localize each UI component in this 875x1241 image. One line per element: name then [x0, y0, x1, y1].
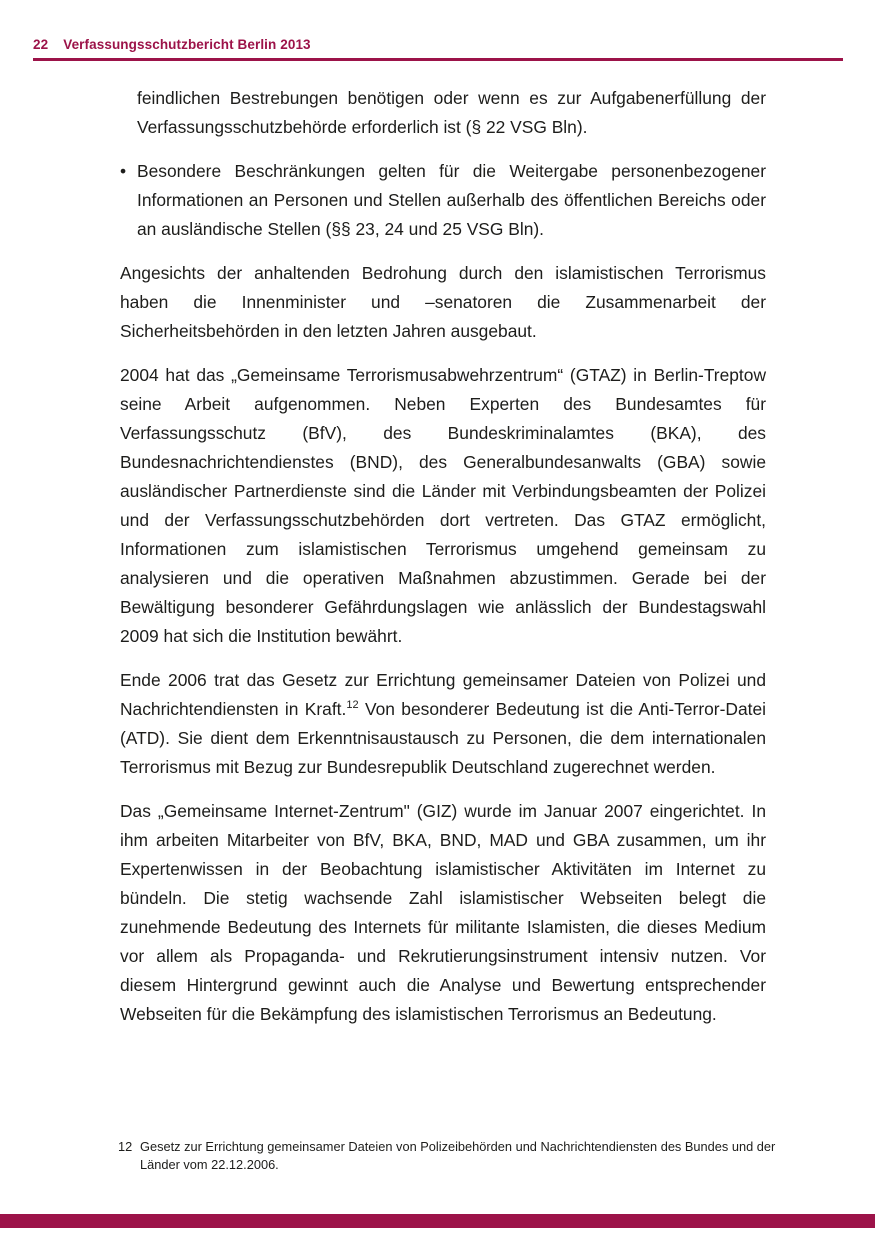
continuation-paragraph: feindlichen Bestrebungen benötigen oder wenn es zur Aufgabenerfüllung der Verfassungsschutzbehörde erforderlich ist (§ 22 VSG Bln).	[137, 88, 766, 137]
page-header	[33, 37, 843, 52]
bullet-text: Besondere Beschränkungen gelten für die Weitergabe personenbezogener Informationen an Personen und Stellen außerhalb des öffentlichen Bereichs oder an ausländische Stellen (§§ 23, 24 und 25 VSG Bln).	[137, 161, 766, 239]
body-text	[120, 84, 766, 1044]
footnote-text: Gesetz zur Errichtung gemeinsamer Dateien von Polizeibehörden und Nachrichtendiensten des Bundes und der Länder vom 22.12.2006.	[140, 1139, 776, 1172]
bullet-item	[120, 157, 766, 244]
footnote-ref-12: 12	[346, 699, 359, 712]
paragraph-atd-before-ref: Ende 2006 trat das Gesetz zur Errichtung gemeinsamer Dateien von Polizei und Nachrichtendiensten in Kraft.	[120, 670, 766, 719]
footnote	[118, 1138, 780, 1173]
paragraph-cooperation: Angesichts der anhaltenden Bedrohung durch den islamistischen Terrorismus haben die Innenminister und –senatoren die Zusammenarbeit der Sicherheitsbehörden in den letzten Jahren ausgebaut.	[120, 263, 766, 341]
footnote-number: 12	[118, 1139, 133, 1154]
report-title: Verfassungsschutzbericht Berlin 2013	[63, 37, 311, 52]
paragraph-giz: Das „Gemeinsame Internet-Zentrum" (GIZ) wurde im Januar 2007 eingerichtet. In ihm arbeiten Mitarbeiter von BfV, BKA, BND, MAD und GBA zusammen, um ihr Expertenwissen in der Beobachtung islamistischer Aktivitäten im Internet zu bündeln. Die stetig wachsende Zahl islamistischer Webseiten belegt die zunehmende Bedeutung des Internets für militante Islamisten, die dieses Medium vor allem als Propaganda- und Rekrutierungsinstrument intensiv nutzen. Vor diesem Hintergrund gewinnt auch die Analyse und Bewertung entsprechender Webseiten für die Bekämpfung des islamistischen Terrorismus an Bedeutung.	[120, 801, 766, 1024]
footer-bar	[0, 1214, 875, 1228]
header-rule	[33, 58, 843, 61]
paragraph-atd	[120, 666, 766, 782]
paragraph-atd-after-ref: Von besonderer Bedeutung ist die Anti-Terror-Datei (ATD). Sie dient dem Erkenntnisaustausch zu Personen, die dem internationalen Terrorismus mit Bezug zur Bundesrepublik Deutschland zugerechnet werden.	[120, 699, 766, 777]
page-number: 22	[33, 37, 49, 52]
bullet-marker: •	[120, 161, 127, 181]
paragraph-gtaz: 2004 hat das „Gemeinsame Terrorismusabwehrzentrum“ (GTAZ) in Berlin-Treptow seine Arbeit aufgenommen. Neben Experten des Bundesamtes für Verfassungsschutz (BfV), des Bundeskriminalamtes (BKA), des Bundesnachrichtendienstes (BND), des Generalbundesanwalts (GBA) sowie ausländischer Partnerdienste sind die Länder mit Verbindungsbeamten der Polizei und der Verfassungsschutzbehörden dort vertreten. Das GTAZ ermöglicht, Informationen zum islamistischen Terrorismus umgehend gemeinsam zu analysieren und die operativen Maßnahmen abzustimmen. Gerade bei der Bewältigung besonderer Gefährdungslagen wie anlässlich der Bundestagswahl 2009 hat sich die Institution bewährt.	[120, 365, 766, 646]
